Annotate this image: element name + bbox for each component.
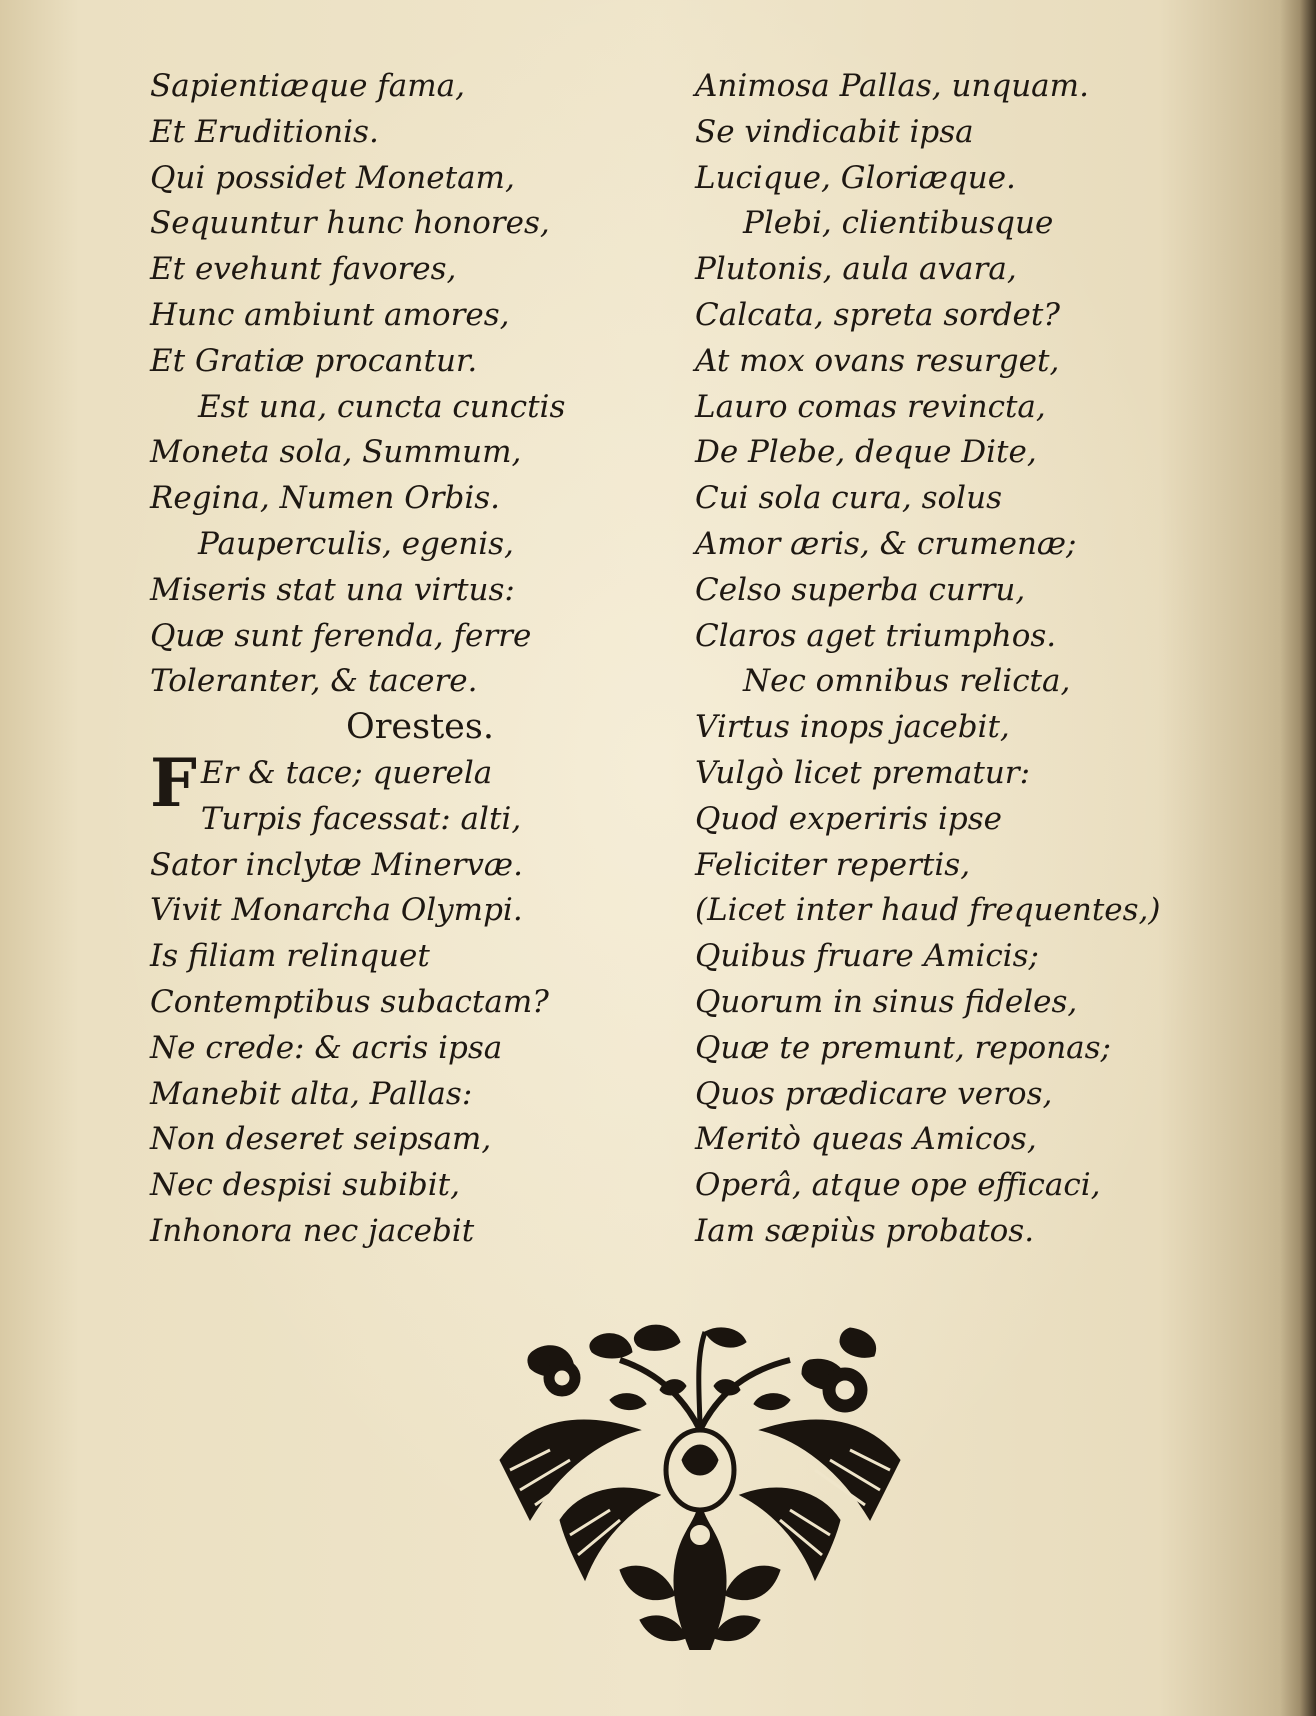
verse-line: Qui possidet Monetam, xyxy=(150,159,515,196)
verse-line: Turpis facessat: alti, xyxy=(200,800,522,837)
verse-line: (Licet inter haud frequentes,) xyxy=(695,892,1161,929)
verse-line: Operâ, atque ope efficaci, xyxy=(695,1167,1101,1204)
verse-line: Plebi, clientibusque xyxy=(743,205,1054,242)
verse-line: Meritò queas Amicos, xyxy=(695,1121,1037,1158)
verse-line: Iam sæpiùs probatos. xyxy=(695,1212,1035,1249)
verse-line: Est una, cuncta cunctis xyxy=(198,388,566,425)
left-column xyxy=(150,64,565,1255)
verse-line: Quorum in sinus fideles, xyxy=(695,983,1078,1020)
verse-line: Lucique, Gloriæque. xyxy=(695,159,1016,196)
verse-line: Se vindicabit ipsa xyxy=(695,113,974,150)
verse-line: At mox ovans resurget, xyxy=(695,342,1060,379)
verse-line: Moneta sola, Summum, xyxy=(150,434,522,471)
verse-line: Vivit Monarcha Olympi. xyxy=(150,892,523,929)
verse-line: Plutonis, aula avara, xyxy=(695,251,1017,288)
verse-line: Et Eruditionis. xyxy=(150,113,379,150)
verse-line: Miseris stat una virtus: xyxy=(150,571,515,608)
verse-line: Cui sola cura, solus xyxy=(695,480,1002,517)
verse-line: Quod experiris ipse xyxy=(695,800,1003,837)
verse-line: Hunc ambiunt amores, xyxy=(150,296,510,333)
verse-line: Et Gratiæ procantur. xyxy=(150,342,478,379)
verse-line: De Plebe, deque Dite, xyxy=(695,434,1037,471)
verse-line: Claros aget triumphos. xyxy=(695,617,1057,654)
verse-line: Vulgò licet prematur: xyxy=(695,754,1031,791)
verse-line: Sequuntur hunc honores, xyxy=(150,205,550,242)
verse-line: Nec omnibus relicta, xyxy=(743,663,1071,700)
verse-line: Quibus fruare Amicis; xyxy=(695,938,1039,975)
verse-line: Ne crede: & acris ipsa xyxy=(150,1029,503,1066)
verse-line: Amor æris, & crumenæ; xyxy=(695,525,1077,562)
floral-ornament-icon xyxy=(490,1320,910,1650)
verse-line: Et evehunt favores, xyxy=(150,251,457,288)
verse-line: Feliciter repertis, xyxy=(695,846,971,883)
page-gutter-shadow xyxy=(1280,0,1316,1716)
verse-line: Sapientiæque fama, xyxy=(150,68,465,104)
verse-line: Quæ te premunt, reponas; xyxy=(695,1029,1112,1066)
verse-line: Is filiam relinquet xyxy=(150,938,430,975)
verse-line: Toleranter, & tacere. xyxy=(150,663,478,700)
speaker-heading: Orestes. xyxy=(346,707,494,748)
verse-line: Virtus inops jacebit, xyxy=(695,709,1010,746)
verse-line: Regina, Numen Orbis. xyxy=(150,480,501,517)
verse-line-text: Er & tace; querela xyxy=(200,754,493,791)
verse-line: Manebit alta, Pallas: xyxy=(150,1075,473,1112)
verse-line: Non deseret seipsam, xyxy=(150,1121,492,1158)
right-column xyxy=(695,64,1161,1255)
verse-line: Contemptibus subactam? xyxy=(150,983,549,1020)
verse-line: Pauperculis, egenis, xyxy=(198,525,514,562)
verse-line: Nec despisi subibit, xyxy=(150,1167,460,1204)
verse-line: Quos prædicare veros, xyxy=(695,1075,1053,1112)
verse-line: Sator inclytæ Minervæ. xyxy=(150,846,523,883)
verse-line: Quæ sunt ferenda, ferre xyxy=(150,617,532,654)
verse-line: Calcata, spreta sordet? xyxy=(695,296,1060,333)
drop-cap: F xyxy=(150,743,197,822)
verse-line: Animosa Pallas, unquam. xyxy=(695,68,1089,104)
verse-line: Celso superba curru, xyxy=(695,571,1026,608)
verse-line: Inhonora nec jacebit xyxy=(150,1212,475,1249)
verse-line: Lauro comas revincta, xyxy=(695,388,1046,425)
